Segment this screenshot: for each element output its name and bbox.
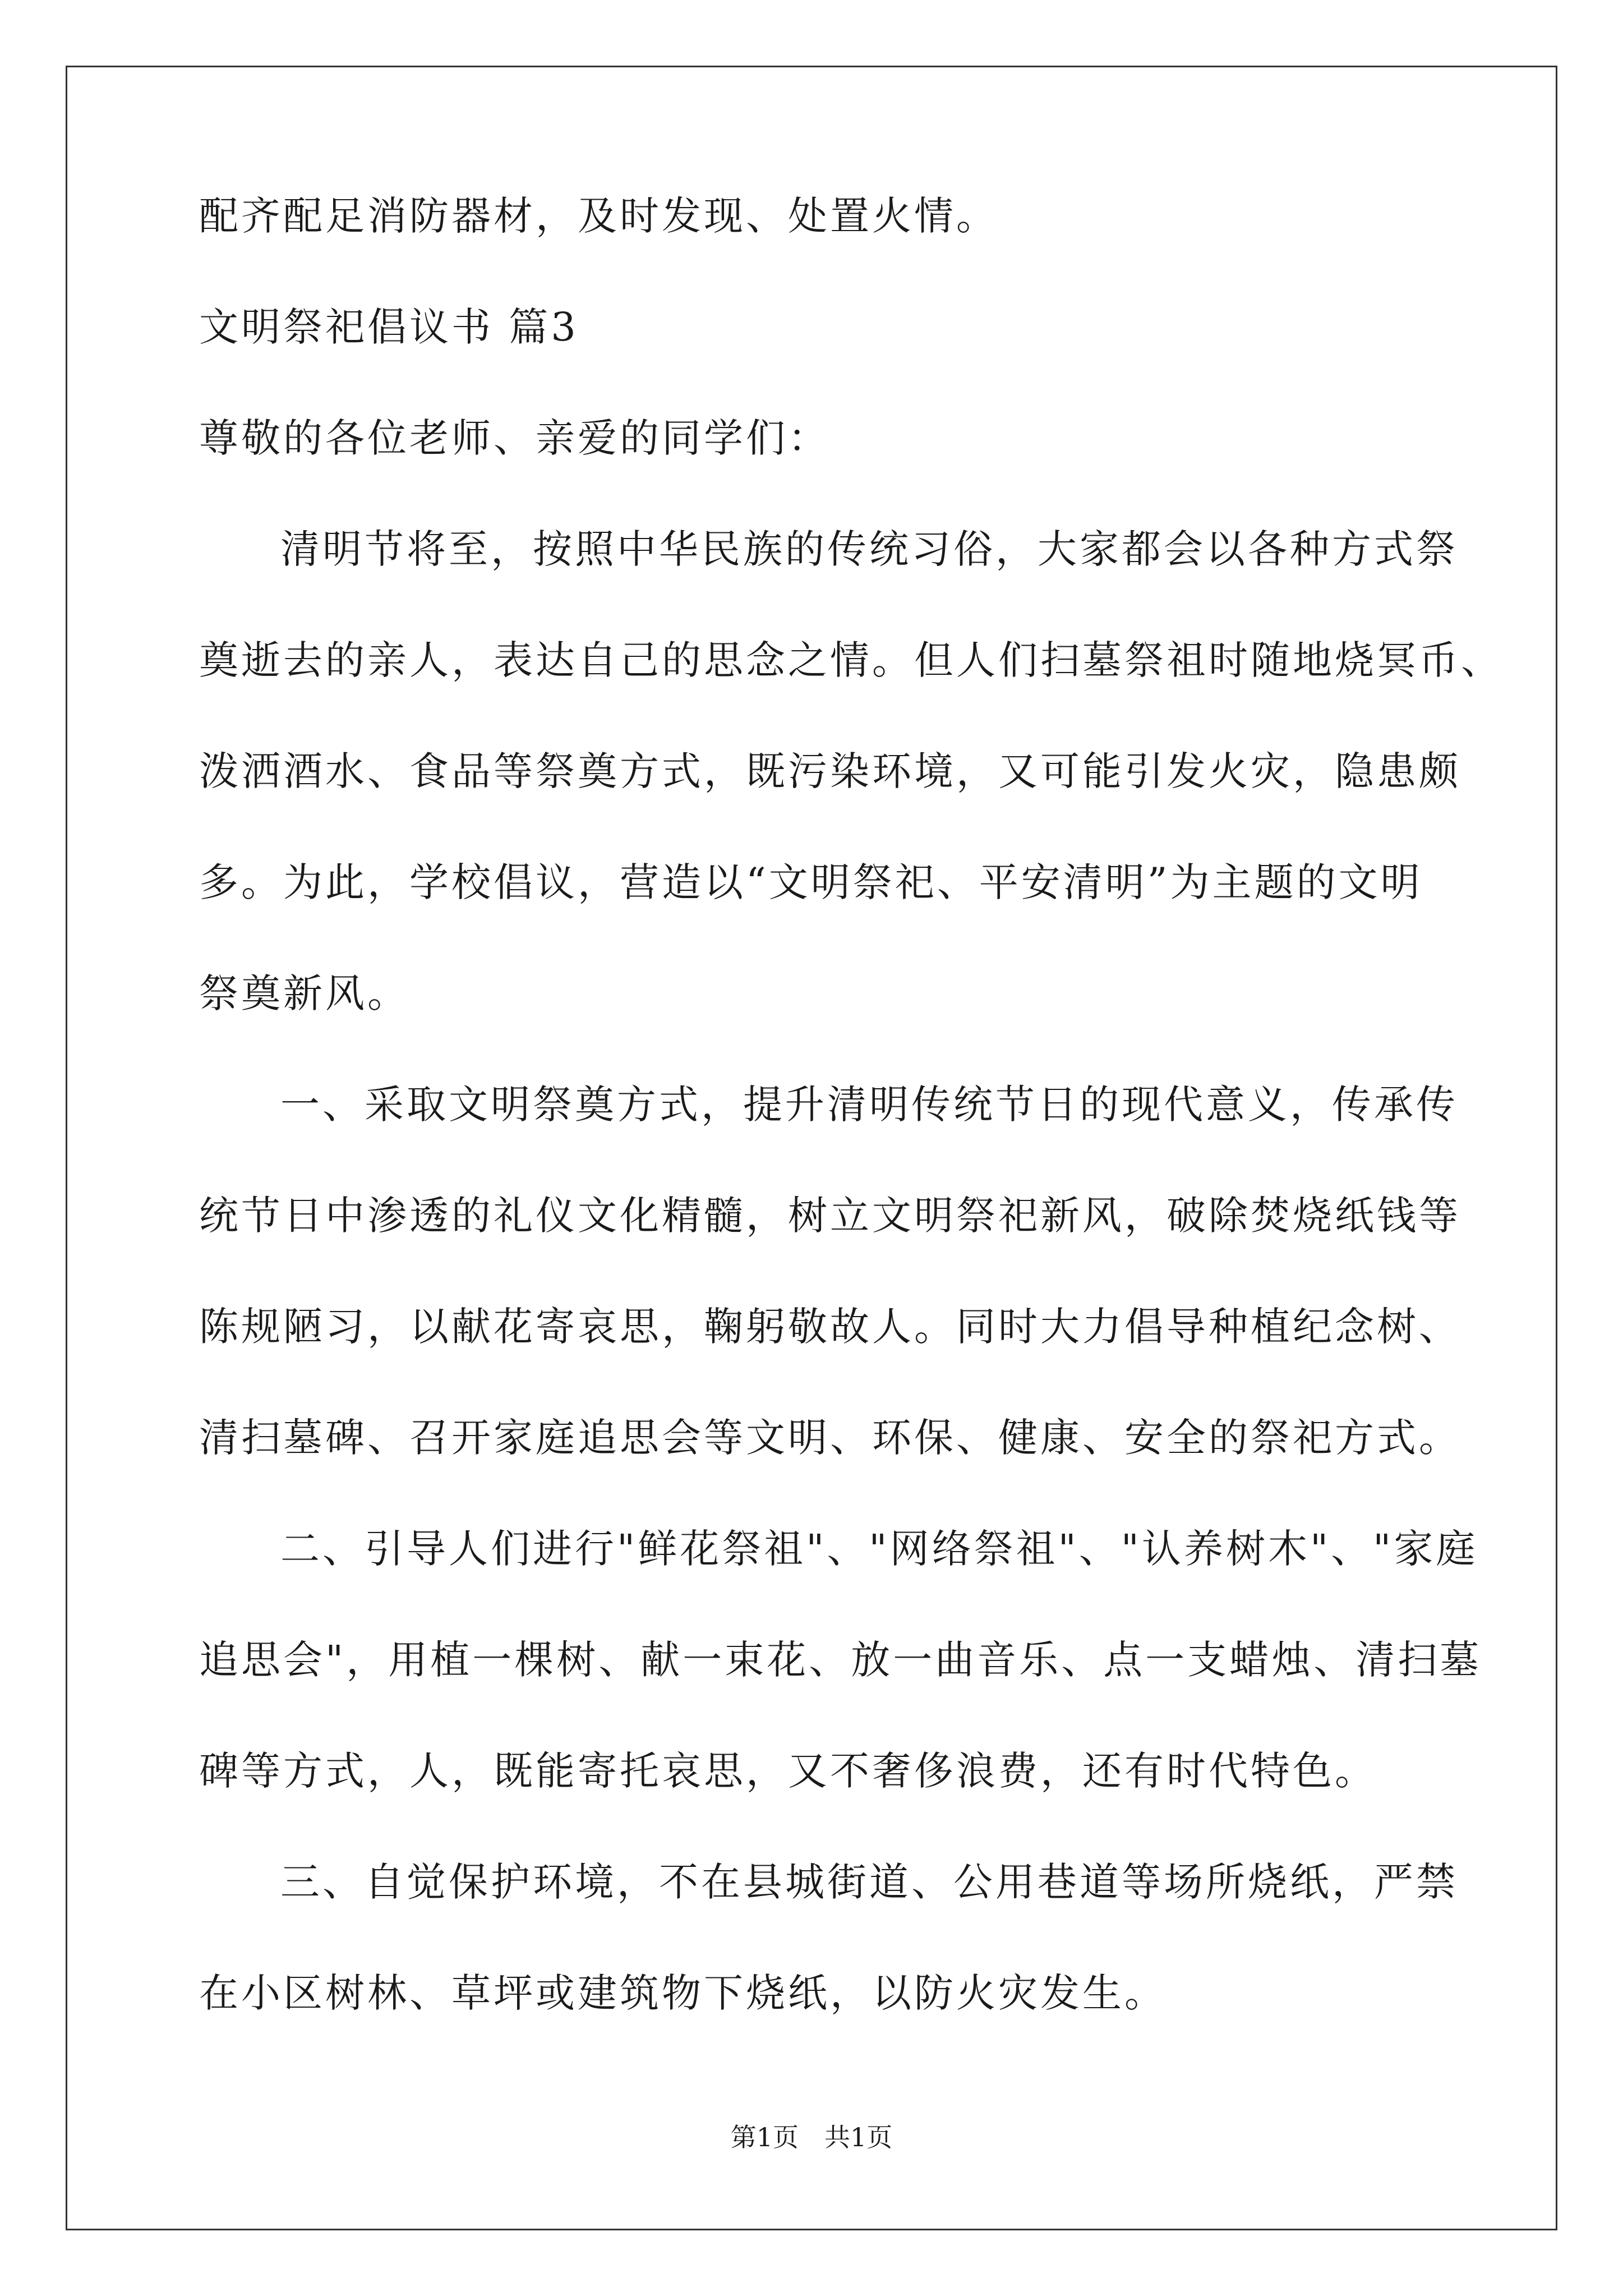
- text-line: 清扫墓碑、召开家庭追思会等文明、环保、健康、安全的祭祀方式。: [199, 1415, 1461, 1461]
- text-line: 泼洒酒水、食品等祭奠方式，既污染环境，又可能引发火灾，隐患颇: [199, 748, 1461, 794]
- section-heading: 文明祭祀倡议书 篇3: [199, 304, 579, 350]
- text-line: 配齐配足消防器材，及时发现、处置火情。: [199, 193, 998, 239]
- text-line: 三、自觉保护环境，不在县城街道、公用巷道等场所烧纸，严禁: [280, 1859, 1458, 1905]
- text-line: 追思会"，用植一棵树、献一束花、放一曲音乐、点一支蜡烛、清扫墓: [199, 1637, 1482, 1683]
- text-line: 陈规陋习，以献花寄哀思，鞠躬敬故人。同时大力倡导种植纪念树、: [199, 1304, 1461, 1350]
- text-line: 清明节将至，按照中华民族的传统习俗，大家都会以各种方式祭: [280, 526, 1458, 572]
- text-line: 奠逝去的亲人，表达自己的思念之情。但人们扫墓祭祖时随地烧冥币、: [199, 637, 1503, 683]
- text-line: 在小区树林、草坪或建筑物下烧纸，以防火灾发生。: [199, 1970, 1166, 2016]
- salutation: 尊敬的各位老师、亲爱的同学们：: [199, 415, 830, 461]
- text-line: 统节日中渗透的礼仪文化精髓，树立文明祭祀新风，破除焚烧纸钱等: [199, 1193, 1461, 1239]
- text-line: 多。为此，学校倡议，营造以“文明祭祀、平安清明”为主题的文明: [199, 859, 1423, 905]
- page-footer: 第1页 共1页: [730, 2122, 893, 2152]
- text-line: 二、引导人们进行"鲜花祭祖"、"网络祭祖"、"认养树木"、"家庭: [280, 1526, 1478, 1572]
- text-line: 一、采取文明祭奠方式，提升清明传统节日的现代意义，传承传: [280, 1082, 1458, 1128]
- text-line: 祭奠新风。: [199, 970, 409, 1016]
- text-line: 碑等方式，人，既能寄托哀思，又不奢侈浪费，还有时代特色。: [199, 1748, 1377, 1794]
